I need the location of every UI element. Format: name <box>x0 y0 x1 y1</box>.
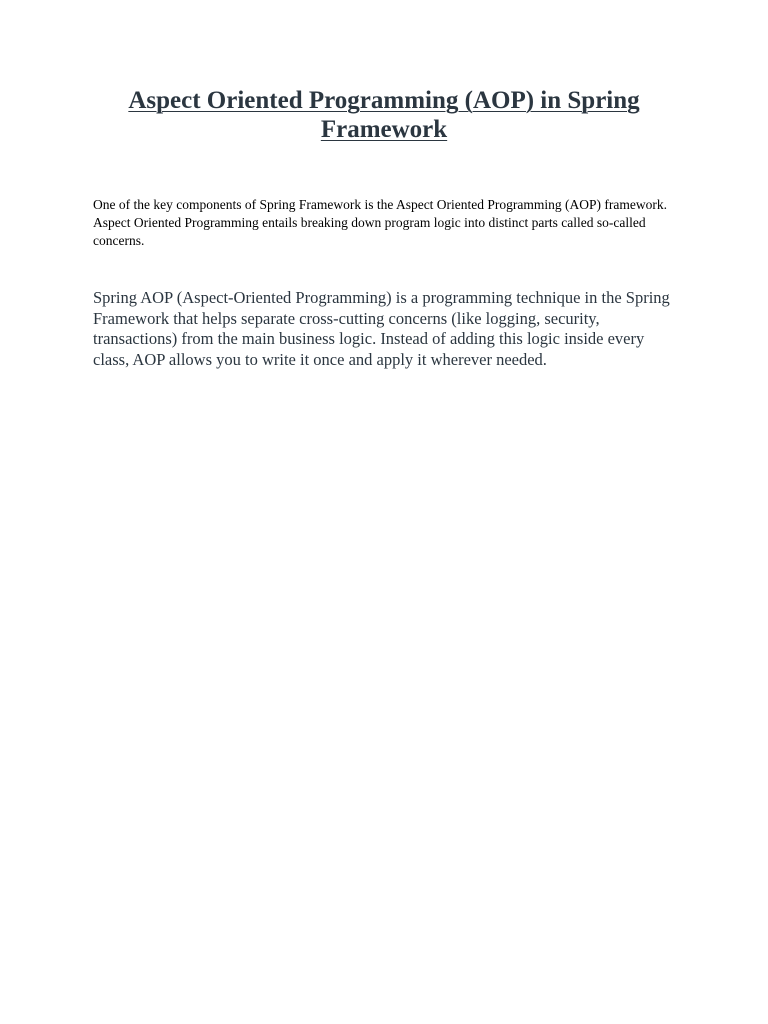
document-title: Aspect Oriented Programming (AOP) in Spring Framework <box>128 87 640 143</box>
body-paragraph: Spring AOP (Aspect-Oriented Programming) is a programming technique in the Spring Framework that helps separate cross-cutting concerns (like logging, security, transactions) from the main business logic. Instead of adding this logic inside every class, AOP allows you to write it once and apply it wherever needed. <box>93 288 670 369</box>
intro-paragraph: One of the key components of Spring Framework is the Aspect Oriented Programming (AOP) framework. Aspect Oriented Programming entails breaking down program logic into distinct parts called so-called concerns. <box>93 197 668 248</box>
